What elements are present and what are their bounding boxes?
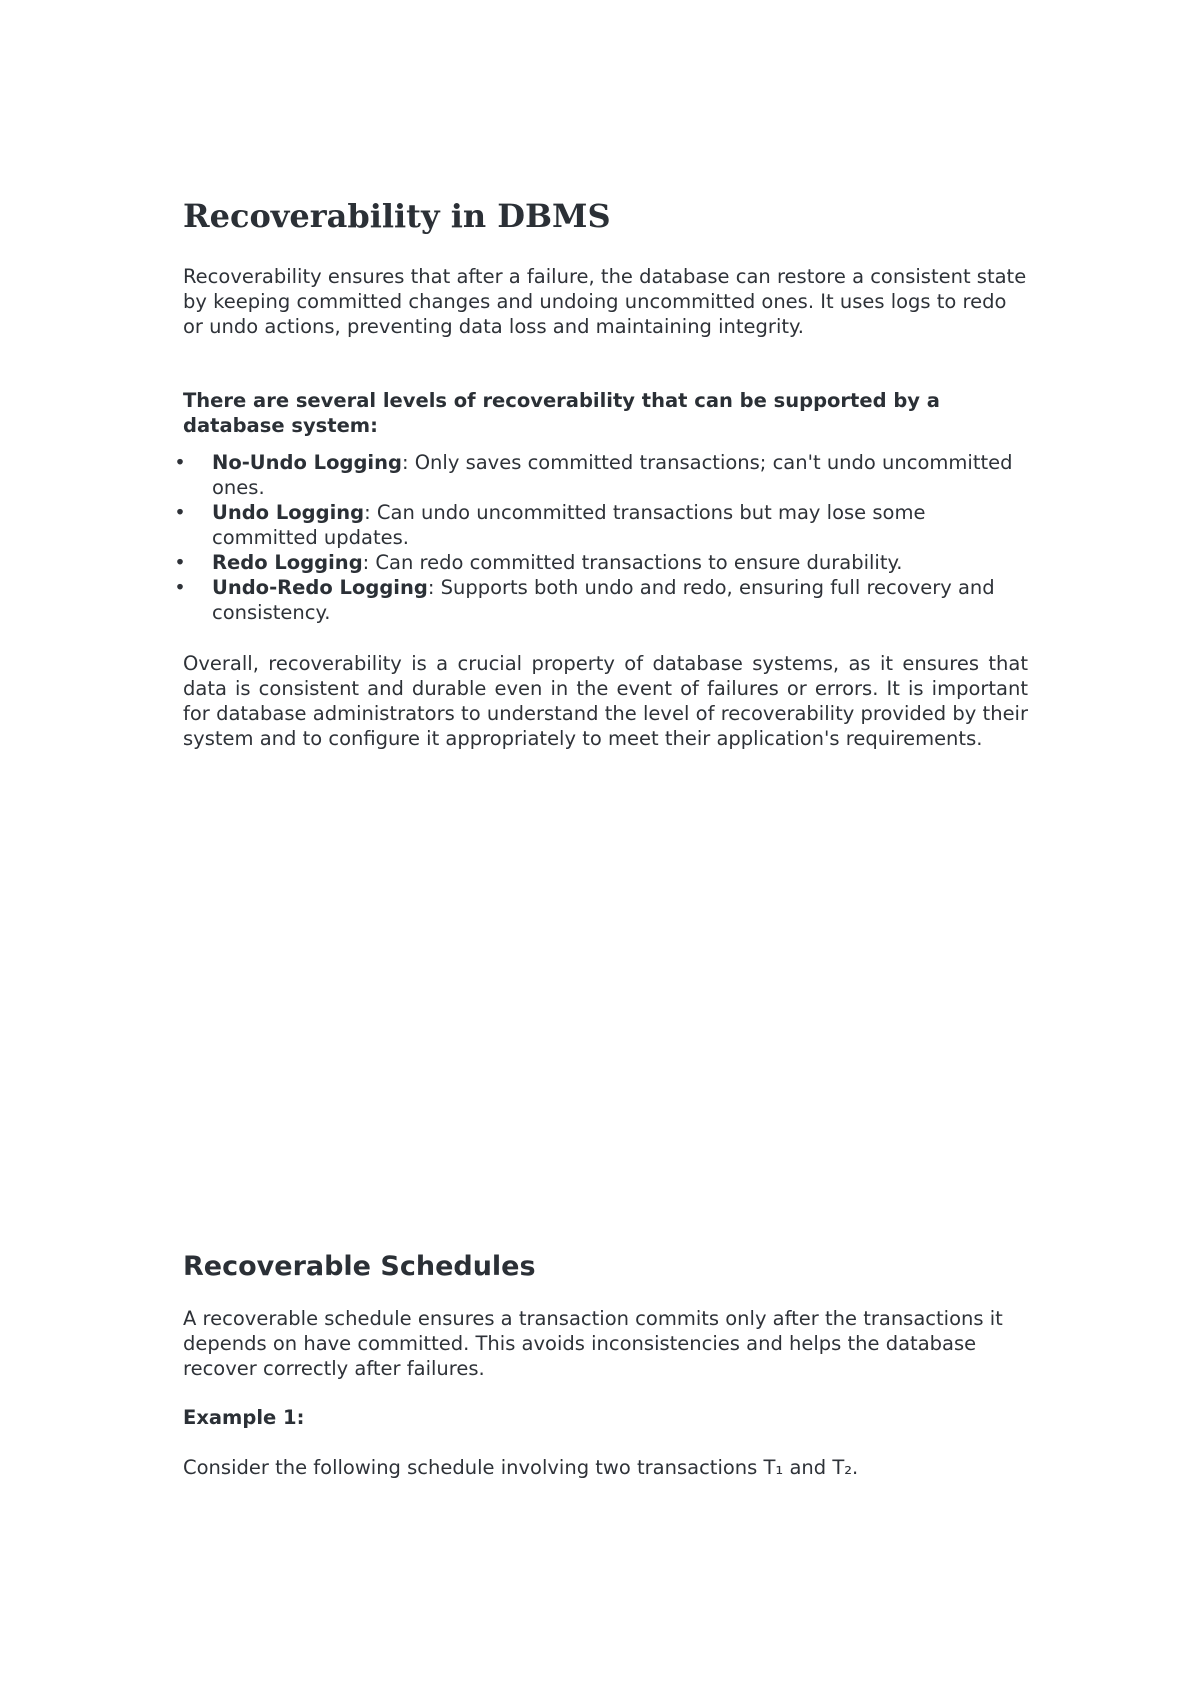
level-description: : Only saves committed transactions; can't undo uncommitted ones.: [212, 451, 1013, 499]
levels-heading: There are several levels of recoverability that can be supported by a database system:: [183, 389, 940, 437]
level-description: : Can redo committed transactions to ensure durability.: [362, 551, 903, 574]
level-description: : Can undo uncommitted transactions but may lose some committed updates.: [212, 501, 926, 549]
section-intro-paragraph: A recoverable schedule ensures a transaction commits only after the transactions it depends on have committed. This avoids inconsistencies and helps the database recover correctly after failures.: [183, 1307, 1003, 1380]
list-item: [174, 575, 1028, 625]
page-title: Recoverability in DBMS: [183, 197, 611, 235]
bullet-icon: •: [174, 501, 186, 524]
example-heading: Example 1:: [183, 1406, 305, 1429]
levels-list: [174, 450, 1028, 625]
level-term: Undo Logging: [212, 501, 365, 524]
bullet-icon: •: [174, 551, 186, 574]
level-description: : Supports both undo and redo, ensuring full recovery and consistency.: [212, 576, 995, 624]
level-term: No-Undo Logging: [212, 451, 402, 474]
level-term: Undo-Redo Logging: [212, 576, 428, 599]
intro-paragraph: Recoverability ensures that after a failure, the database can restore a consistent state by keeping committed changes and undoing uncommitted ones. It uses logs to redo or undo actions, preventing data loss and maintaining integrity.: [183, 265, 1027, 338]
list-item: [174, 450, 1028, 500]
level-term: Redo Logging: [212, 551, 363, 574]
bullet-icon: •: [174, 576, 186, 599]
example-text: Consider the following schedule involving two transactions T₁ and T₂.: [183, 1456, 859, 1479]
overall-paragraph: Overall, recoverability is a crucial property of database systems, as it ensures that data is consistent and durable even in the event of failures or errors. It is important for database administrators to understand the level of recoverability provided by their system and to configure it appropriately to meet their application's requirements.: [183, 652, 1028, 750]
list-item: [174, 550, 1028, 575]
bullet-icon: •: [174, 451, 186, 474]
list-item: [174, 500, 1028, 550]
section-title: Recoverable Schedules: [183, 1251, 536, 1282]
